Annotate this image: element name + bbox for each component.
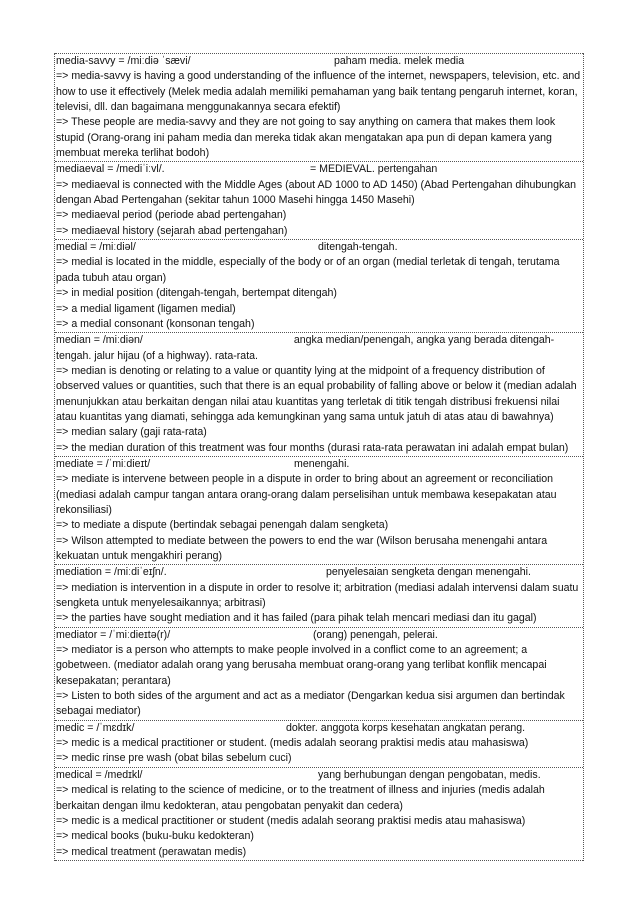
headword: medic = /ˈmɛdɪk/ bbox=[56, 721, 135, 734]
entry-header bbox=[56, 628, 582, 643]
example-line: => the median duration of this treatment was four months (durasi rata-rata perawatan ini adalah empat bulan) bbox=[56, 441, 569, 454]
example-line: => a medial ligament (ligamen medial) bbox=[56, 302, 236, 315]
example-line: => mediaeval history (sejarah abad pertengahan) bbox=[56, 224, 288, 237]
entry-mediator bbox=[55, 627, 583, 720]
entry-header bbox=[56, 457, 582, 472]
entry-mediation bbox=[55, 564, 583, 626]
gloss: angka median/penengah, angka yang berada ditengah-tengah. jalur hijau (of a highway). rata-rata. bbox=[56, 334, 555, 362]
entry-header bbox=[56, 333, 582, 364]
headword: mediaeval = /mediˈiːvl/. bbox=[56, 163, 165, 176]
example-line: => to mediate a dispute (bertindak sebagai penengah dalam sengketa) bbox=[56, 519, 389, 532]
example-line: => media-savvy is having a good understanding of the influence of the internet, newspapers, television, etc. and how to use it effectively (Melek media adalah memiliki pemahaman yang baik tentang pengaruh internet, koran, televisi, dll. dan bagaimana menggunakannya secara efektif) bbox=[56, 70, 581, 114]
example-line: => medic is a medical practitioner or student. (medis adalah seorang praktisi medis atau mahasiswa) bbox=[56, 737, 529, 750]
example-line: => median is denoting or relating to a value or quantity lying at the midpoint of a frequency distribution of observed values or quantities, such that there is an equal probability of falling above or below it (median adalah menunjukkan atau berkaitan dengan nilai atau kuantitas yang terletak di titik tengah distribusi frekuensi nilai atau kuantitas yang diamati, sehingga ada kemungkinan yang sama untuk jatuh di atas atau di bawahnya) bbox=[56, 364, 577, 423]
example-line: => medial is located in the middle, especially of the body or of an organ (medial terletak di tengah, terutama pada tubuh atau organ) bbox=[56, 256, 560, 284]
headword: mediation = /miːdiˈeɪʃn/. bbox=[56, 566, 167, 579]
headword: medical = /medɪkl/ bbox=[56, 768, 143, 781]
gloss: (orang) penengah, pelerai. bbox=[313, 628, 438, 641]
example-line: => medical is relating to the science of medicine, or to the treatment of illness and injuries (medis adalah berkaitan dengan ilmu kedokteran, atau pengobatan penyakit dan cedera) bbox=[56, 784, 545, 812]
example-line: => Listen to both sides of the argument and act as a mediator (Dengarkan kedua sisi argumen dan bertindak sebagai mediator) bbox=[56, 690, 565, 718]
entry-header bbox=[56, 162, 582, 177]
gloss: = MEDIEVAL. pertengahan bbox=[310, 163, 438, 176]
example-line: => medical treatment (perawatan medis) bbox=[56, 845, 247, 858]
example-line: => mediaeval is connected with the Middle Ages (about AD 1000 to AD 1450) (Abad Pertengahan dihubungkan dengan Abad Pertengahan (sekitar tahun 1000 Masehi hingga 1450 Masehi) bbox=[56, 178, 577, 207]
example-line: => Wilson attempted to mediate between the powers to end the war (Wilson berusaha menengahi antara kekuatan untuk mengakhiri perang) bbox=[56, 534, 548, 562]
gloss: penyelesaian sengketa dengan menengahi. bbox=[326, 566, 531, 579]
gloss: menengahi. bbox=[294, 457, 350, 470]
gloss: yang berhubungan dengan pengobatan, medis. bbox=[318, 768, 541, 781]
entry-header bbox=[56, 54, 582, 69]
example-line: => in medial position (ditengah-tengah, bertempat ditengah) bbox=[56, 287, 337, 300]
entry-medic bbox=[55, 720, 583, 767]
dictionary-entries bbox=[54, 53, 584, 861]
headword: mediator = /ˈmiːdieɪtə(r)/ bbox=[56, 628, 171, 641]
example-line: => mediate is intervene between people in a dispute in order to bring about an agreement or reconciliation (mediasi adalah campur tangan antara orang-orang dalam perselisihan untuk membawa kesepakatan atau rekonsiliasi) bbox=[56, 473, 557, 516]
example-line: => mediaeval period (periode abad pertengahan) bbox=[56, 209, 287, 222]
headword: media-savvy = /miːdiə ˈsævi/ bbox=[56, 55, 191, 67]
entry-mediaeval bbox=[55, 161, 583, 239]
gloss: paham media. melek media bbox=[334, 55, 465, 67]
headword: medial = /miːdiəl/ bbox=[56, 241, 136, 254]
example-line: => These people are media-savvy and they are not going to say anything on camera that makes them look stupid (Orang-orang ini paham media dan mereka tidak akan mengatakan apa pun di depan kamera yang membuat mereka terlihat bodoh) bbox=[56, 116, 556, 160]
example-line: => medical books (buku-buku kedokteran) bbox=[56, 830, 254, 843]
entry-header bbox=[56, 240, 582, 255]
gloss: ditengah-tengah. bbox=[318, 241, 398, 254]
entry-mediate bbox=[55, 456, 583, 564]
example-line: => medic is a medical practitioner or student (medis adalah seorang praktisi medis atau mahasiswa) bbox=[56, 814, 526, 827]
entry-header bbox=[56, 565, 582, 580]
example-line: => a medial consonant (konsonan tengah) bbox=[56, 317, 255, 330]
gloss: dokter. anggota korps kesehatan angkatan perang. bbox=[286, 721, 526, 734]
entry-medial bbox=[55, 239, 583, 332]
example-line: => the parties have sought mediation and it has failed (para pihak telah mencari mediasi dan itu gagal) bbox=[56, 612, 537, 625]
entry-medical bbox=[55, 767, 583, 861]
entry-media-savvy bbox=[55, 53, 583, 161]
headword: median = /miːdiən/ bbox=[56, 334, 143, 347]
entry-header bbox=[56, 721, 582, 736]
example-line: => mediator is a person who attempts to make people involved in a conflict come to an agreement; a gobetween. (mediator adalah orang yang berusaha membuat orang-orang yang terlibat konflik mencapai kesepakatan; perantara) bbox=[56, 644, 547, 687]
entry-median bbox=[55, 332, 583, 456]
example-line: => medic rinse pre wash (obat bilas sebelum cuci) bbox=[56, 752, 292, 765]
example-line: => median salary (gaji rata-rata) bbox=[56, 426, 207, 439]
example-line: => mediation is intervention in a dispute in order to resolve it; arbitration (mediasi adalah intervensi dalam suatu sengketa untuk menyelesaikannya; arbitrasi) bbox=[56, 581, 579, 610]
entry-header bbox=[56, 768, 582, 783]
headword: mediate = /ˈmiːdieɪt/ bbox=[56, 457, 151, 470]
